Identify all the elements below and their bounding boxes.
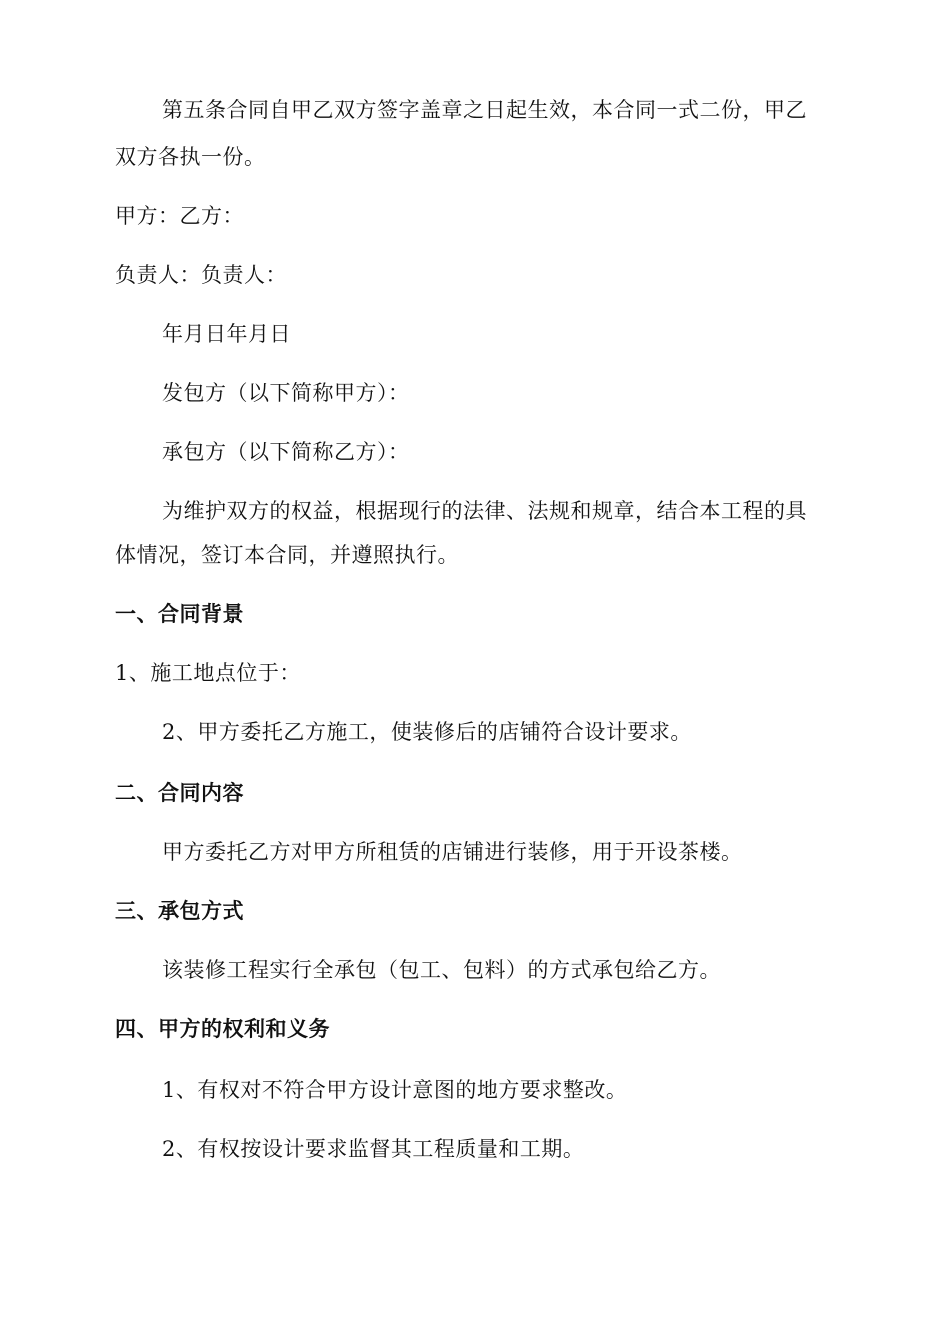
section4-item2: 2、有权按设计要求监督其工程质量和工期。 [162, 1137, 585, 1161]
section1-item1: 1、施工地点位于： [115, 661, 301, 685]
party-b-line: 承包方（以下简称乙方）： [162, 440, 410, 464]
section4-title: 四、甲方的权利和义务 [115, 1017, 330, 1041]
date-line: 年月日年月日 [162, 322, 291, 346]
clause5-line2: 双方各执一份。 [115, 145, 266, 169]
section4-item1: 1、有权对不符合甲方设计意图的地方要求整改。 [162, 1078, 628, 1102]
parties-line: 甲方：乙方： [115, 204, 244, 228]
section1-title: 一、合同背景 [115, 602, 244, 626]
clause5-line1: 第五条合同自甲乙双方签字盖章之日起生效，本合同一式二份，甲乙 [162, 98, 807, 122]
intro-line2: 体情况，签订本合同，并遵照执行。 [115, 543, 459, 567]
section3-title: 三、承包方式 [115, 899, 244, 923]
section1-item2: 2、甲方委托乙方施工，使装修后的店铺符合设计要求。 [162, 720, 692, 744]
section2-title: 二、合同内容 [115, 781, 244, 805]
intro-line1: 为维护双方的权益，根据现行的法律、法规和规章，结合本工程的具 [162, 499, 807, 523]
section2-text: 甲方委托乙方对甲方所租赁的店铺进行装修，用于开设茶楼。 [162, 840, 743, 864]
section3-text: 该装修工程实行全承包（包工、包料）的方式承包给乙方。 [162, 958, 721, 982]
party-a-line: 发包方（以下简称甲方）： [162, 381, 410, 405]
responsible-line: 负责人：负责人： [115, 263, 287, 287]
